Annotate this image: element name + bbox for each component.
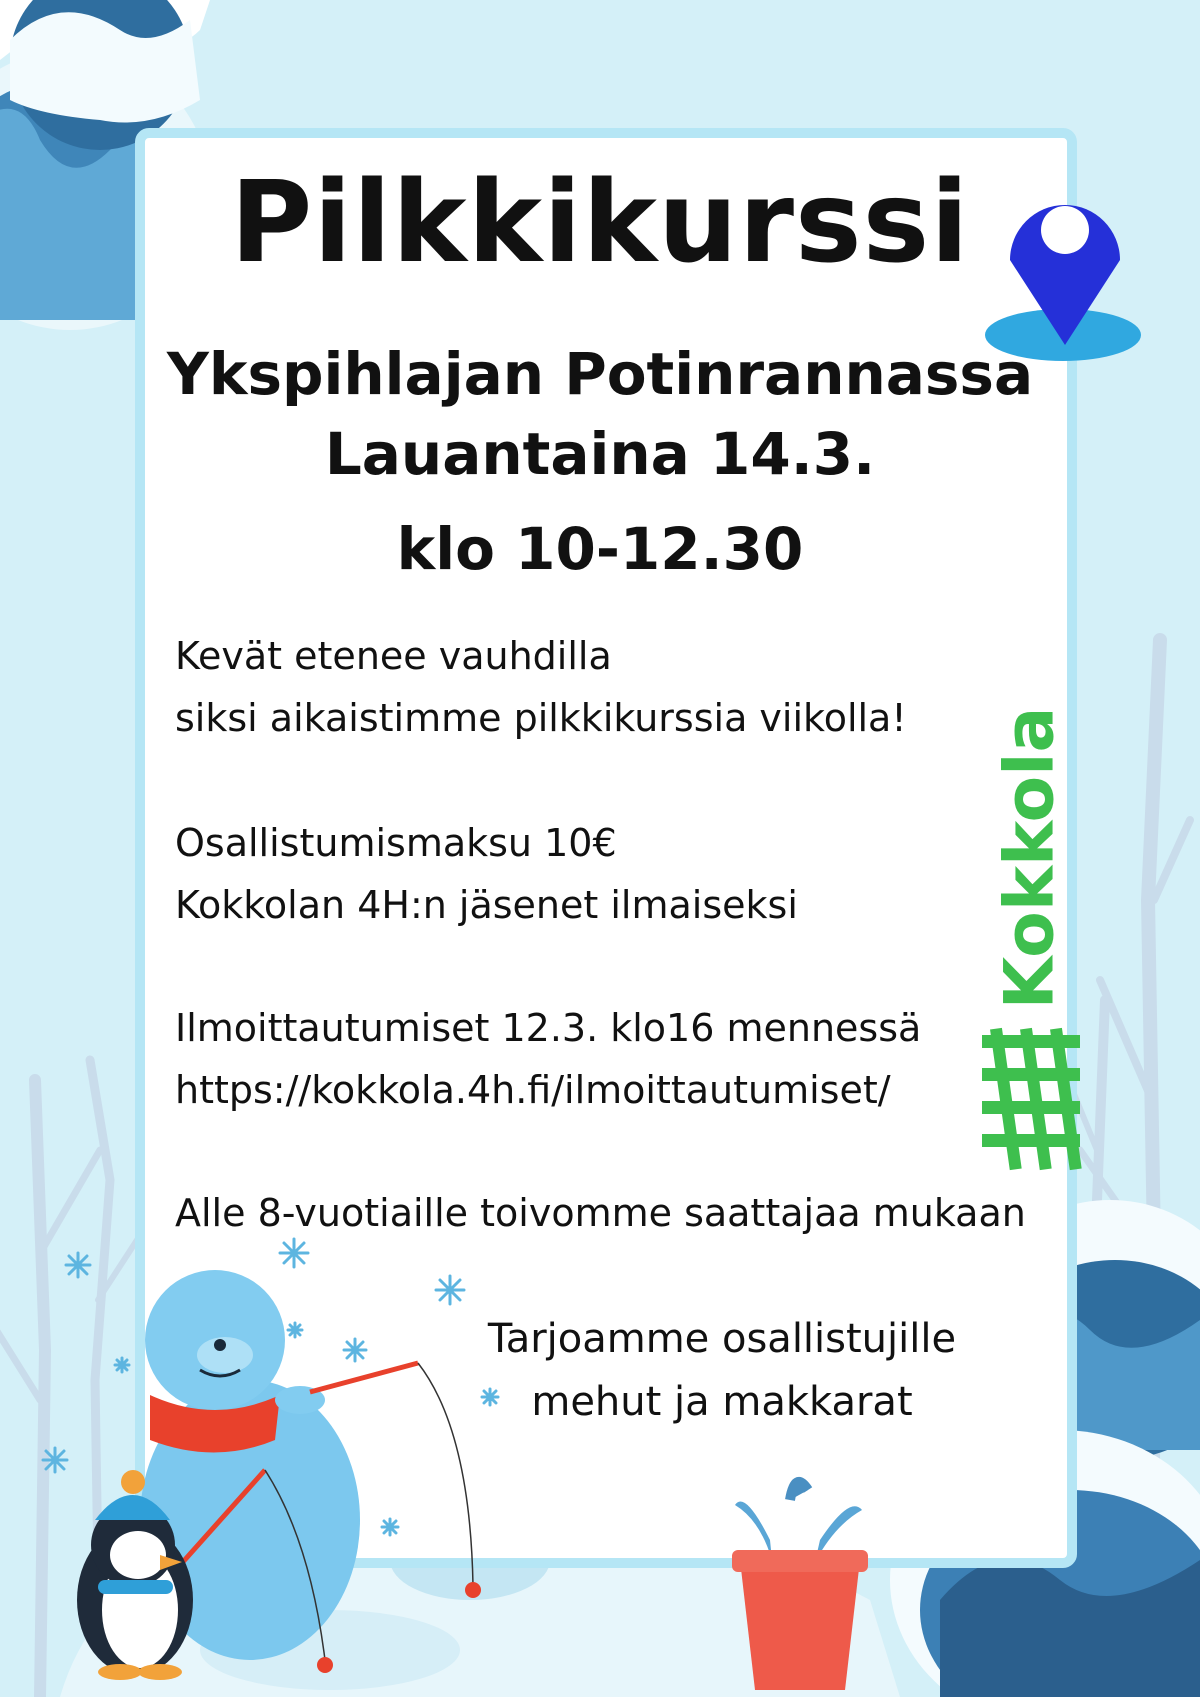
- kokkola-logo-text: Kokkola: [990, 706, 1070, 1010]
- registration-url: https://kokkola.4h.fi/ilmoittautumiset/: [175, 1068, 891, 1112]
- offer-line-2: mehut ja makkarat: [531, 1379, 913, 1425]
- fee-line-1: Osallistumismaksu 10€: [175, 821, 617, 865]
- event-date: Lauantaina 14.3.: [324, 420, 876, 488]
- event-time: klo 10-12.30: [396, 515, 804, 583]
- poster-title: Pilkkikurssi: [230, 158, 970, 288]
- fish-bucket-illustration: [732, 1482, 868, 1690]
- intro-paragraph: [175, 625, 907, 749]
- registration-paragraph: [175, 997, 921, 1121]
- intro-line-1: Kevät etenee vauhdilla: [175, 634, 612, 678]
- intro-line-2: siksi aikaistimme pilkkikurssia viikolla!: [175, 696, 907, 740]
- 4h-logo-icon: [982, 1028, 1082, 1170]
- fee-line-2: Kokkolan 4H:n jäsenet ilmaiseksi: [175, 883, 798, 927]
- fee-paragraph: [175, 812, 798, 936]
- registration-deadline: Ilmoittautumiset 12.3. klo16 mennessä: [175, 1006, 922, 1050]
- event-location: Ykspihlajan Potinrannassa: [166, 340, 1034, 408]
- offer-line-1: Tarjoamme osallistujille: [487, 1316, 957, 1362]
- age-note: Alle 8-vuotiaille toivomme saattajaa mukaan: [175, 1191, 1026, 1235]
- offer-paragraph: [472, 1308, 972, 1434]
